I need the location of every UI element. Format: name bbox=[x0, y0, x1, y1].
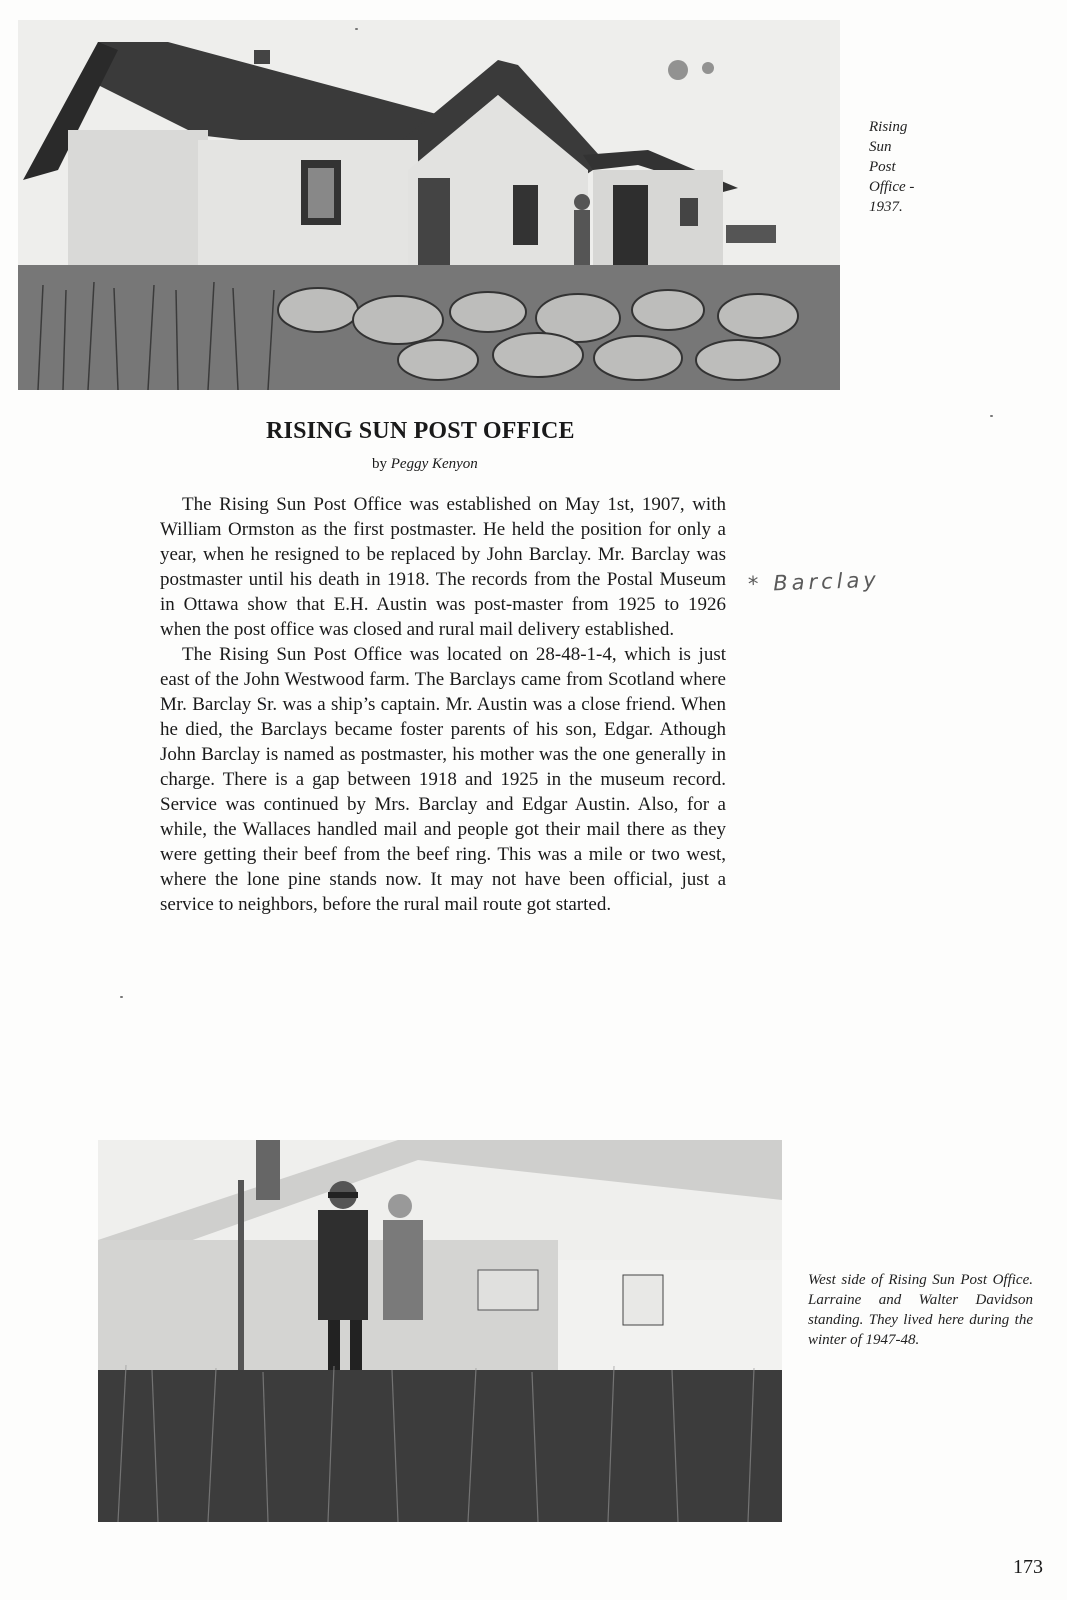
article-paragraph: The Rising Sun Post Office was established on May 1st, 1907, with William Ormston as the first postmaster. He held the position for only a year, when he resigned to be replaced by John Barclay. Mr. Barclay was postmaster until his death in 1918. The records from the Postal Museum in Ottawa show that E.H. Austin was post-master from 1925 to 1926 when the post office was closed and rural mail delivery established. bbox=[160, 494, 726, 640]
scan-speck bbox=[355, 28, 358, 30]
post-office-1937-photo bbox=[18, 20, 840, 390]
scan-speck bbox=[990, 415, 993, 417]
scan-speck bbox=[120, 996, 123, 998]
byline bbox=[372, 456, 572, 473]
article-paragraph: The Rising Sun Post Office was located on 28-48-1-4, which is just east of the John Westwood farm. The Barclays came from Scotland where Mr. Barclay Sr. was a ship’s captain. Mr. Austin was a close friend. When he died, the Barclays became foster parents of his son, Edgar. Athough John Barclay is named as postmaster, his mother was the one generally in charge. There is a gap between 1918 and 1925 in the museum record. Service was continued by Mrs. Barclay and Edgar Austin. Also, for a while, the Wallaces handled mail and people got their mail there as they were getting their beef from the beef ring. This was a mile or two west, where the lone pine stands now. It may not have been official, just a service to neighbors, before the rural mail route got started. bbox=[160, 644, 726, 915]
west-side-illustration bbox=[98, 1140, 782, 1522]
caption-line: Sun bbox=[869, 139, 892, 155]
caption-line: Office - bbox=[869, 179, 915, 195]
article-body bbox=[160, 492, 726, 917]
page-number: 173 bbox=[1013, 1556, 1043, 1578]
photo-caption-west-side: West side of Rising Sun Post Office. Larraine and Walter Davidson standing. They lived here during the winter of 1947-48. bbox=[808, 1272, 1033, 1348]
handwritten-annotation: * Barclay bbox=[747, 567, 881, 597]
caption-line: Rising bbox=[869, 119, 908, 135]
caption-line: Post bbox=[869, 159, 896, 175]
west-side-photo bbox=[98, 1140, 782, 1522]
byline-prefix: by bbox=[372, 456, 391, 472]
article-title: RISING SUN POST OFFICE bbox=[266, 418, 575, 444]
author-name: Peggy Kenyon bbox=[390, 456, 478, 472]
house-illustration bbox=[18, 20, 840, 390]
photo-caption-1937 bbox=[869, 117, 959, 217]
caption-line: 1937. bbox=[869, 199, 903, 215]
